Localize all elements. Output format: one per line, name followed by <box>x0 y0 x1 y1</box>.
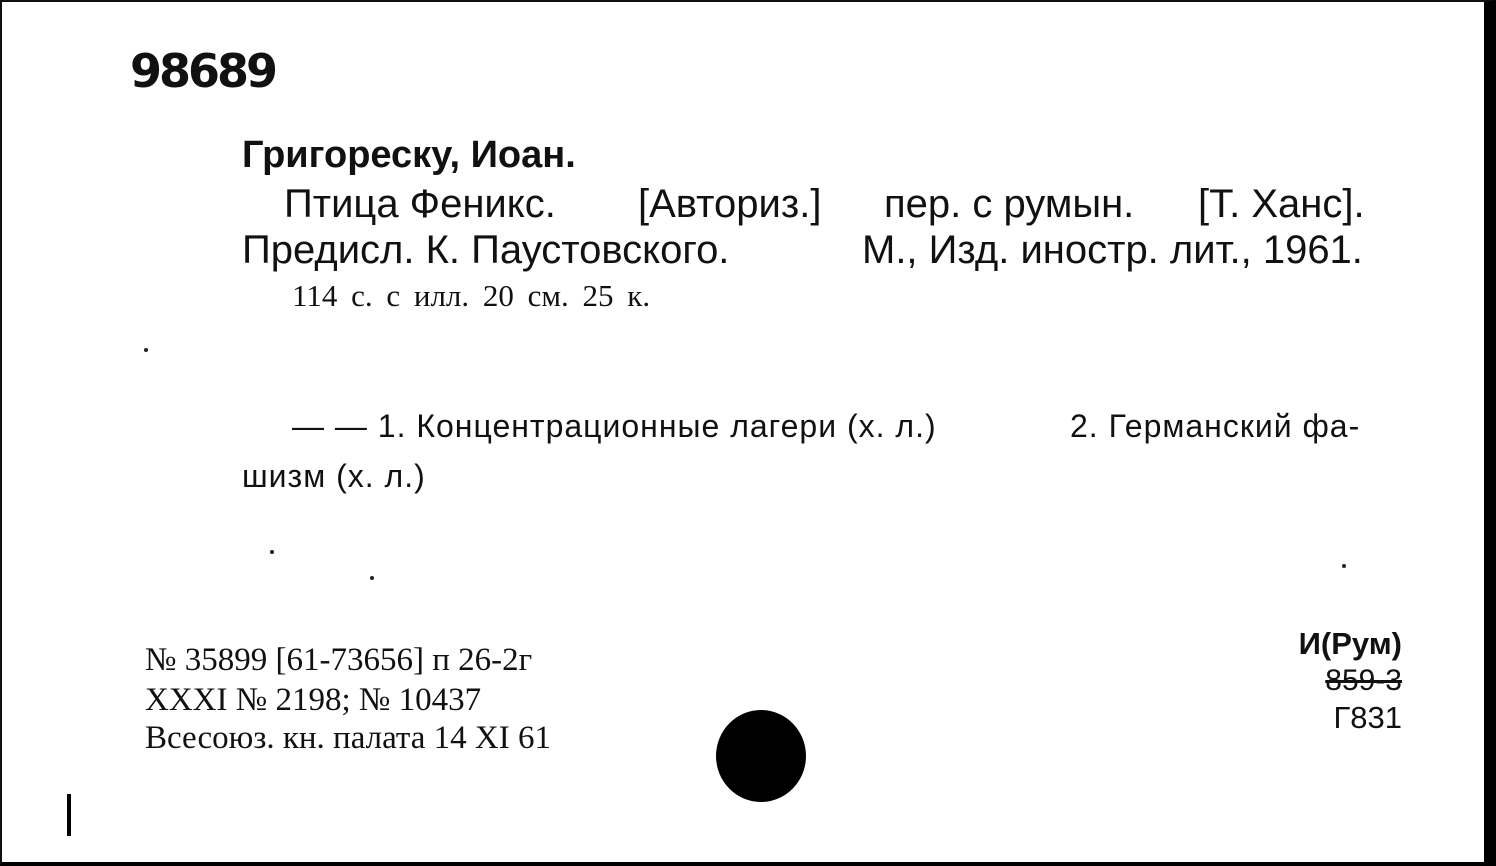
registration-line: № 35899 [61-73656] п 26-2г <box>145 642 533 678</box>
collation: 114 с. с илл. 20 см. 25 к. <box>292 278 651 313</box>
punch-hole <box>716 710 806 802</box>
subject-headings: — — 1. Концентрационные лагери (х. л.) <box>292 408 937 444</box>
accession-number: 98689 <box>130 44 276 98</box>
title-part: пер. с румын. <box>884 182 1135 226</box>
speck <box>270 550 274 554</box>
subject-headings: 2. Германский фа- <box>1070 408 1361 444</box>
title-part: [Авториз.] <box>638 182 822 226</box>
author-heading: Григореску, Иоан. <box>242 134 576 176</box>
title-part: Предисл. К. Паустовского. <box>242 228 730 272</box>
author-mark: Г831 <box>1333 700 1402 735</box>
speck <box>1342 564 1346 568</box>
classification-index: И(Рум) <box>1298 626 1402 661</box>
classification-struck: 859-3 <box>1325 664 1402 697</box>
title-part: Птица Феникс. <box>284 182 556 226</box>
registration-line: Всесоюз. кн. палата 14 XI 61 <box>145 720 551 756</box>
title-part: М., Изд. иностр. лит., 1961. <box>862 228 1363 272</box>
subject-headings: шизм (х. л.) <box>242 458 426 494</box>
speck <box>370 576 374 580</box>
registration-line: XXXI № 2198; № 10437 <box>145 682 482 718</box>
speck <box>144 348 148 352</box>
title-part: [Т. Ханс]. <box>1198 182 1365 226</box>
edge-mark <box>67 794 71 836</box>
